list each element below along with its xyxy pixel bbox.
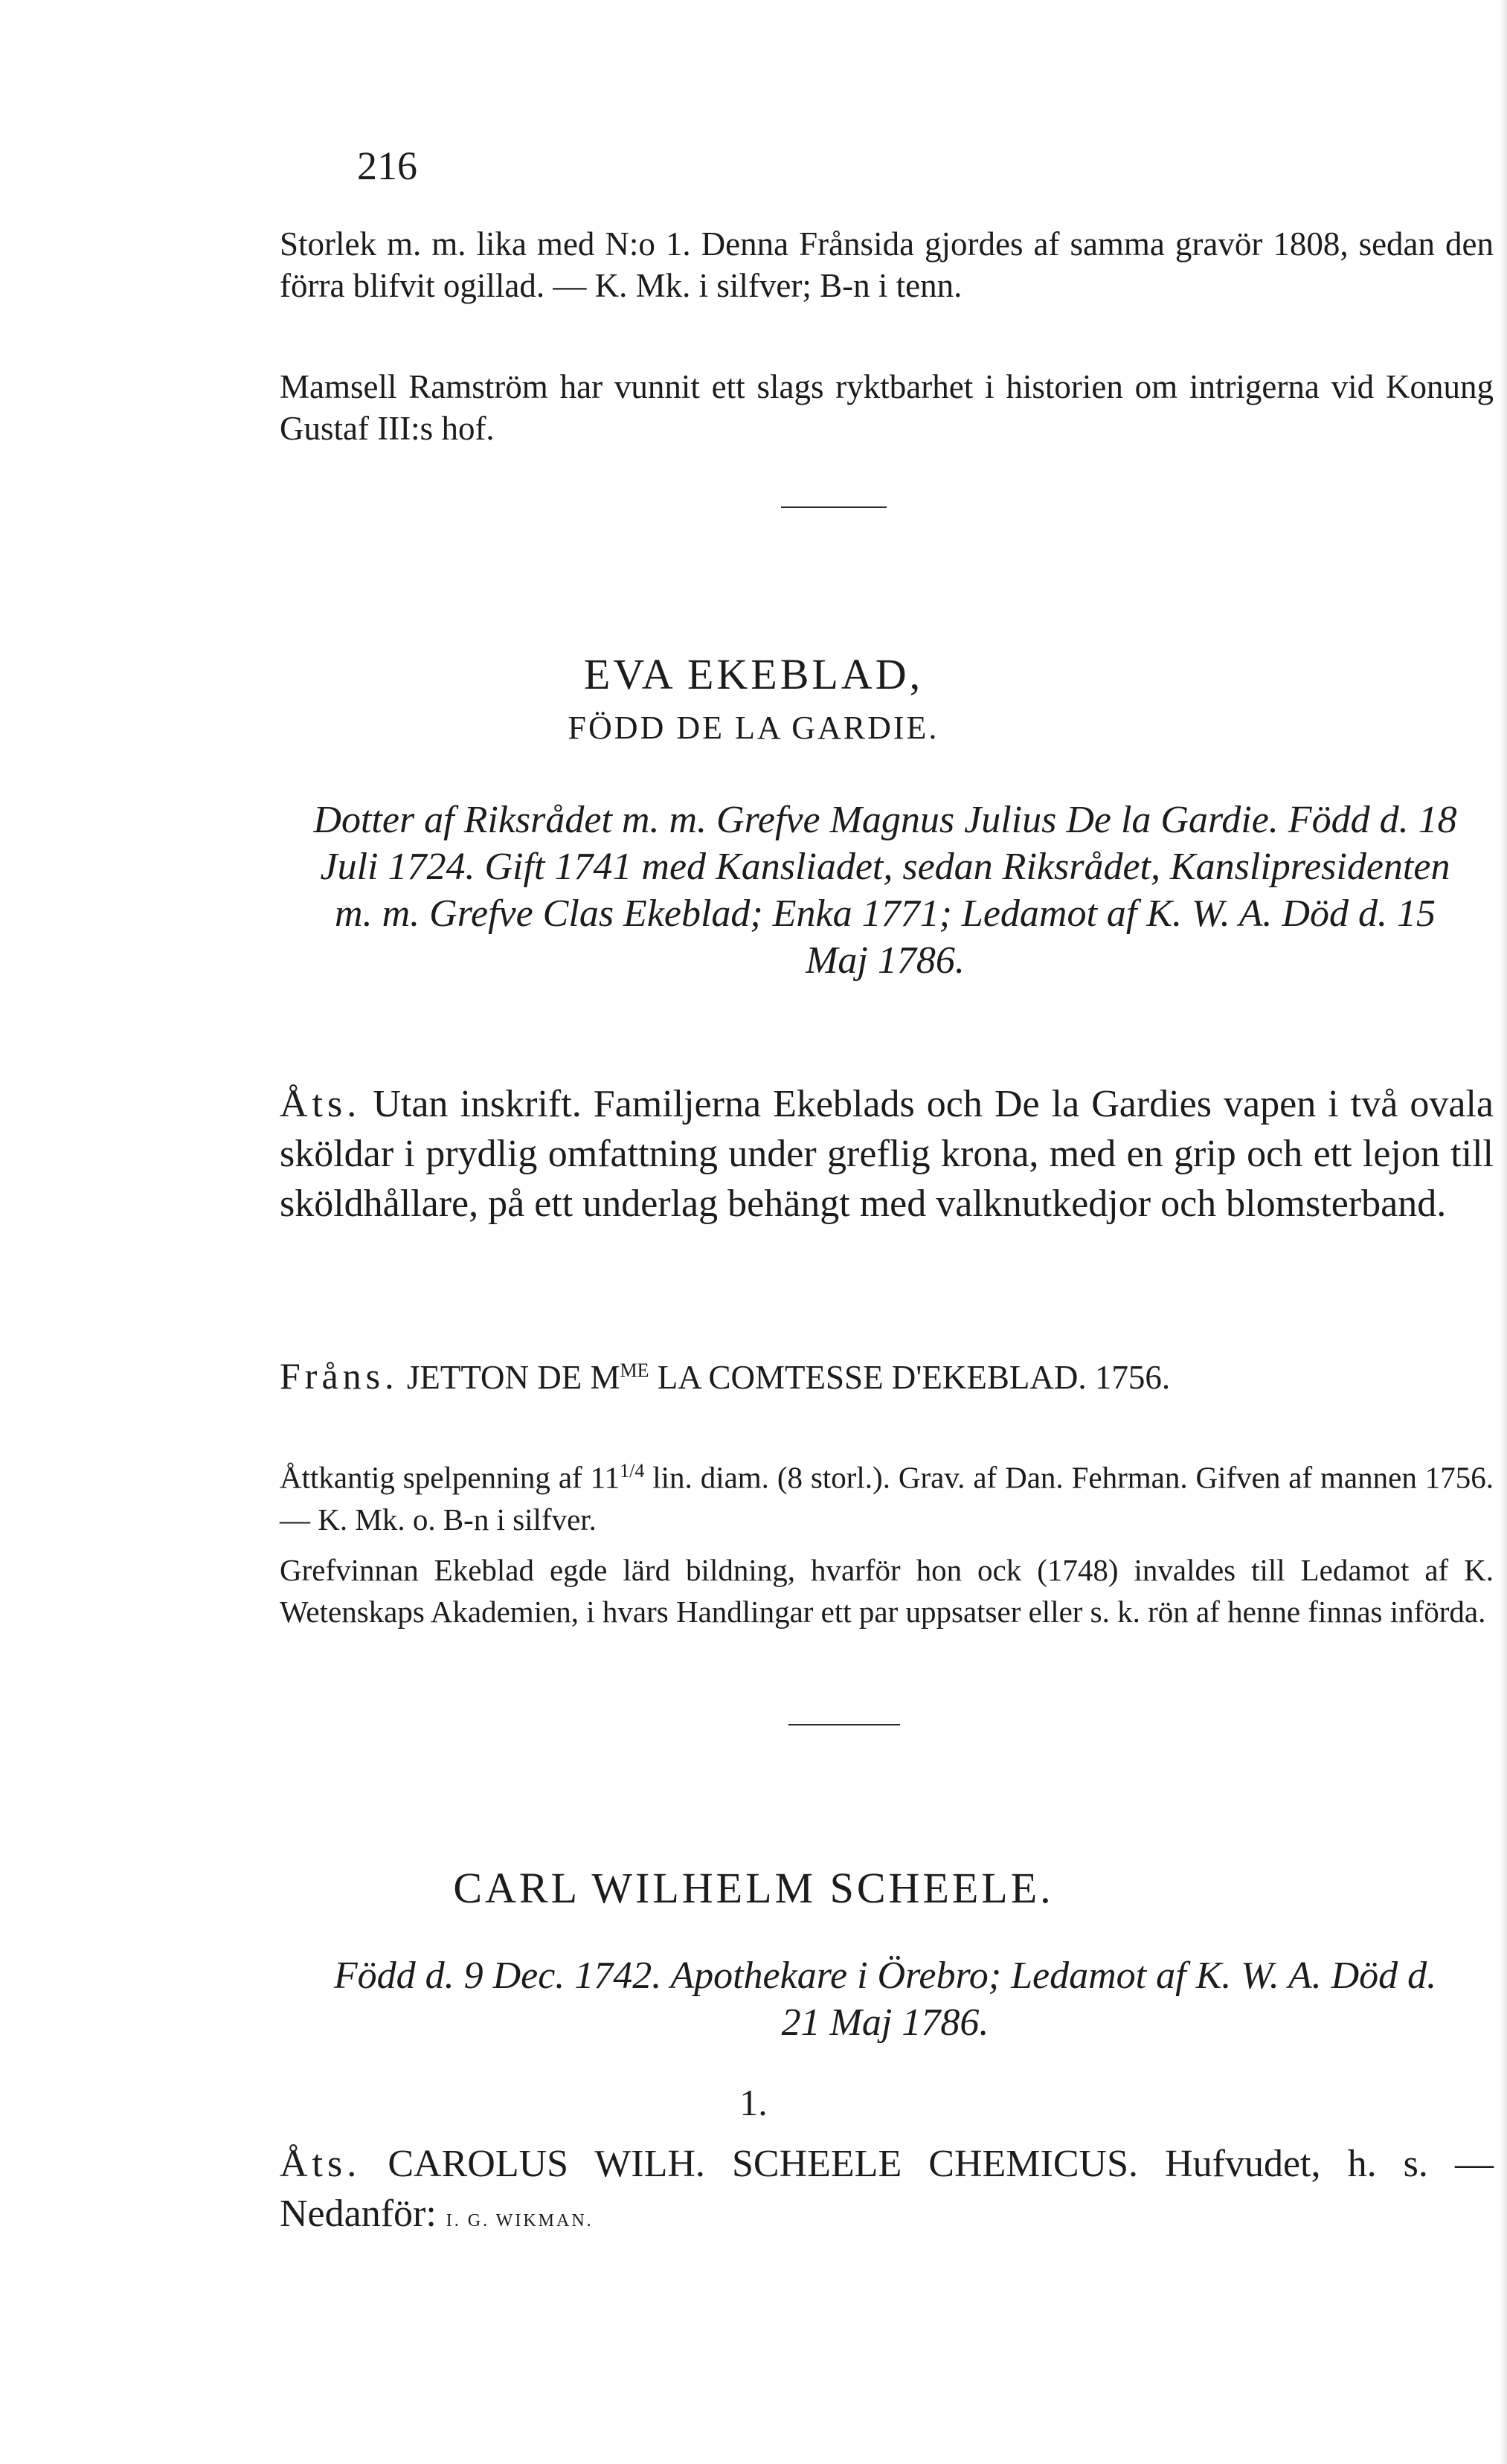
- page-number: 216: [357, 144, 417, 188]
- medal-specification: [280, 1450, 1494, 1540]
- reverse-text-b: LA COMTESSE D'EKEBLAD. 1756.: [649, 1359, 1171, 1396]
- obverse-label: Åts.: [280, 2143, 362, 2185]
- biography-scheele: Född d. 9 Dec. 1742. Apothekare i Örebro; Ledamot af K. W. A. Död d. 21 Maj 1786.: [333, 1955, 1437, 2044]
- item-number: 1.: [739, 2082, 768, 2123]
- obverse-label: Åts.: [280, 1083, 362, 1125]
- section-divider: [781, 506, 887, 508]
- medal-spec-b: lin. diam. (8 storl.). Grav. af Dan. Fehrman. Gifven af mannen 1756. — K. Mk. o. B-n i silfver.: [280, 1460, 1494, 1537]
- obverse-description-scheele: [280, 2139, 1494, 2246]
- reverse-text-sup: ME: [620, 1360, 649, 1381]
- paragraph-ramstrom: Mamsell Ramström har vunnit ett slags ryktbarhet i historien om intrigerna vid Konung Gustaf III:s hof.: [280, 368, 1494, 447]
- engraver-signature: I. G. WIKMAN.: [446, 2211, 594, 2230]
- obverse-text: CAROLUS WILH. SCHEELE CHEMICUS. Hufvudet, h. s. — Nedanför:: [280, 2143, 1494, 2235]
- reverse-label: Fråns.: [280, 1355, 399, 1397]
- medal-spec-fraction: 1/4: [620, 1460, 645, 1482]
- reverse-description: [280, 1350, 1494, 1398]
- obverse-description: [280, 1079, 1494, 1229]
- medal-spec-a: Åttkantig spelpenning af 11: [280, 1460, 620, 1495]
- section-heading-scheele: CARL WILHELM SCHEELE.: [453, 1864, 1054, 1912]
- paragraph-size-note: Storlek m. m. lika med N:o 1. Denna Frånsida gjordes af samma gravör 1808, sedan den förra blifvit ogillad. — K. Mk. i silfver; B-n i tenn.: [280, 225, 1494, 304]
- reverse-text-a: JETTON DE M: [406, 1359, 620, 1396]
- note-ekeblad-academy: Grefvinnan Ekeblad egde lärd bildning, hvarför hon ock (1748) invaldes till Ledamot af K. Wetenskaps Akademien, i hvars Handlingar ett par uppsatser eller s. k. rön af henne finnas införda.: [280, 1553, 1494, 1629]
- obverse-text: Utan inskrift. Familjerna Ekeblads och De la Gardies vapen i två ovala sköldar i prydlig omfattning under greflig krona, med en grip och ett lejon till sköldhållare, på ett underlag behängt med valknutkedjor och blomsterband.: [280, 1083, 1494, 1225]
- section-divider: [788, 1724, 900, 1725]
- section-subheading-born: FÖDD DE LA GARDIE.: [568, 710, 939, 746]
- section-heading-eva-ekeblad: EVA EKEBLAD,: [583, 650, 924, 698]
- biography-eva-ekeblad: Dotter af Riksrådet m. m. Grefve Magnus Julius De la Gardie. Född d. 18 Juli 1724. Gift 1741 med Kansliadet, sedan Riksrådet, Kanslipresidenten m. m. Grefve Clas Ekeblad; Enka 1771; Ledamot af K. W. A. Död d. 15 Maj 1786.: [313, 799, 1457, 982]
